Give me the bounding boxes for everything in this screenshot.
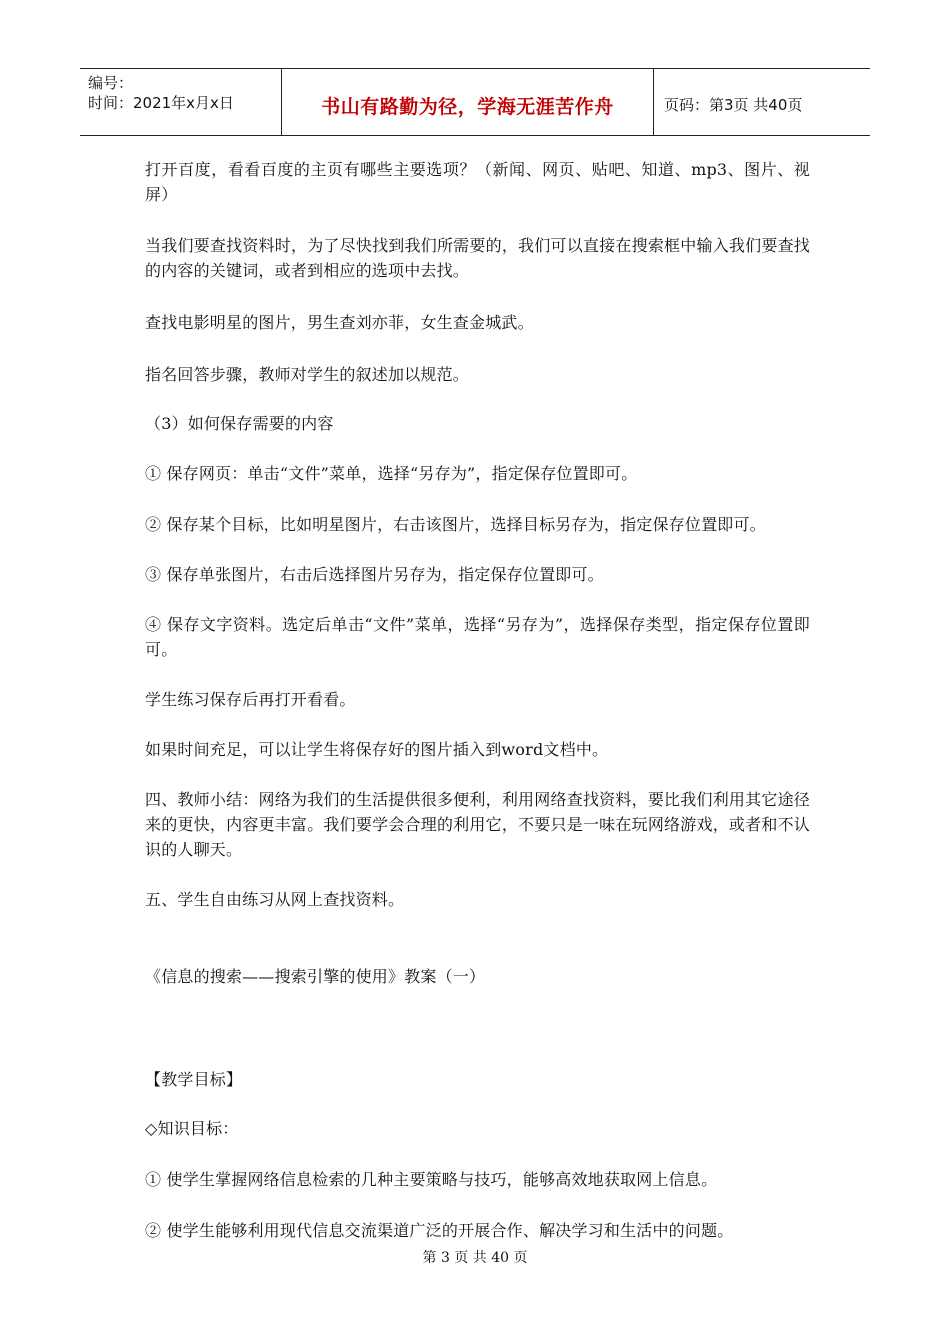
header-left-cell: [80, 69, 282, 135]
date-label: 时间：2021年x月x日: [88, 94, 234, 112]
paragraph: 四、教师小结：网络为我们的生活提供很多便利，利用网络查找资料，要比我们利用其它途径来的更快，内容更丰富。我们要学会合理的利用它，不要只是一味在玩网络游戏，或者和不认识的人聊天。: [145, 790, 810, 859]
list-item: ① 保存网页：单击“文件”菜单，选择“另存为”，指定保存位置即可。: [145, 464, 638, 483]
paragraph: 查找电影明星的图片，男生查刘亦菲，女生查金城武。: [145, 313, 534, 332]
header-motto-cell: [282, 69, 654, 135]
subsection-heading: ◇知识目标：: [145, 1119, 239, 1138]
motto-text: 书山有路勤为径，学海无涯苦作舟: [321, 95, 614, 118]
list-item: ③ 保存单张图片，右击后选择图片另存为，指定保存位置即可。: [145, 565, 604, 584]
document-body: [145, 157, 810, 1243]
section-heading: 【教学目标】: [145, 1070, 243, 1089]
paragraph: 五、学生自由练习从网上查找资料。: [145, 890, 405, 909]
list-item: ④ 保存文字资料。选定后单击“文件”菜单，选择“另存为”，选择保存类型，指定保存位置即可。: [145, 615, 810, 659]
list-item: ① 使学生掌握网络信息检索的几种主要策略与技巧，能够高效地获取网上信息。: [145, 1170, 718, 1189]
page-header: [80, 68, 870, 136]
header-page-cell: [654, 69, 870, 135]
page-number-label: 页码：第3页 共40页: [664, 95, 803, 114]
paragraph: 如果时间充足，可以让学生将保存好的图片插入到word文档中。: [145, 740, 609, 759]
section-heading: （3）如何保存需要的内容: [145, 414, 334, 433]
paragraph: 打开百度，看看百度的主页有哪些主要选项？（新闻、网页、贴吧、知道、mp3、图片、视屏）: [145, 160, 810, 204]
list-item: ② 使学生能够利用现代信息交流渠道广泛的开展合作、解决学习和生活中的问题。: [145, 1221, 734, 1240]
paragraph: 指名回答步骤，教师对学生的叙述加以规范。: [145, 365, 470, 384]
list-item: ② 保存某个目标，比如明星图片，右击该图片，选择目标另存为，指定保存位置即可。: [145, 515, 766, 534]
page-footer: 第 3 页 共 40 页: [422, 1250, 528, 1266]
paragraph: 学生练习保存后再打开看看。: [145, 690, 356, 709]
paragraph: 当我们要查找资料时，为了尽快找到我们所需要的，我们可以直接在搜索框中输入我们要查找的内容的关键词，或者到相应的选项中去找。: [145, 236, 810, 280]
document-title: 《信息的搜索——搜索引擎的使用》教案（一）: [145, 967, 486, 986]
serial-number-label: 编号：: [88, 74, 134, 92]
